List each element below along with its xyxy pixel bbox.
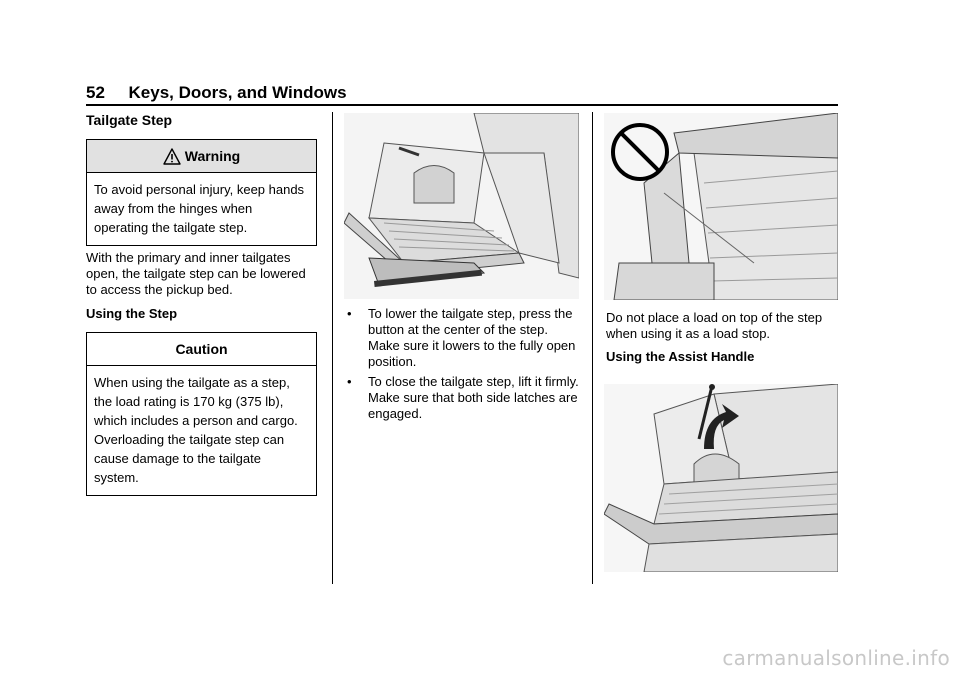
tailgate-step-illustration	[344, 113, 579, 299]
bullet-marker: •	[347, 374, 352, 389]
warning-label: Warning	[184, 148, 241, 164]
header-rule	[86, 104, 838, 106]
assist-handle-heading: Using the Assist Handle	[606, 349, 755, 364]
intro-paragraph: With the primary and inner tailgates open, the tailgate step can be lowered to access the pickup bed.	[86, 250, 306, 297]
column-divider-2	[592, 112, 593, 584]
page-header: 52 Keys, Doors, and Windows	[86, 83, 347, 102]
bullet-text: To lower the tailgate step, press the button at the center of the step. Make sure it lowers to the fully open position.	[368, 306, 576, 369]
column-divider-1	[332, 112, 333, 584]
bullet-item-2	[347, 374, 579, 422]
bullet-marker: •	[347, 306, 352, 321]
load-stop-illustration	[604, 113, 838, 300]
warning-header	[87, 140, 316, 173]
section-title: Tailgate Step	[86, 112, 173, 128]
bullet-text: To close the tailgate step, lift it firmly. Make sure that both side latches are engaged.	[368, 374, 579, 421]
watermark: carmanualsonline.info	[722, 646, 950, 670]
assist-handle-illustration	[604, 384, 838, 572]
caution-text: When using the tailgate as a step, the load rating is 170 kg (375 lb), which includes a person and cargo. Overloading the tailgate step can cause damage to the tailgate system.	[94, 375, 298, 485]
caution-box	[86, 332, 317, 496]
caution-label: Caution	[175, 341, 228, 357]
warning-box	[86, 139, 317, 246]
caution-header	[87, 333, 316, 366]
warning-text: To avoid personal injury, keep hands away from the hinges when operating the tailgate step.	[94, 182, 305, 235]
load-note: Do not place a load on top of the step when using it as a load stop.	[606, 310, 823, 341]
bullet-item-1	[347, 306, 579, 370]
using-step-heading: Using the Step	[86, 306, 178, 321]
warning-triangle-icon	[163, 148, 181, 165]
